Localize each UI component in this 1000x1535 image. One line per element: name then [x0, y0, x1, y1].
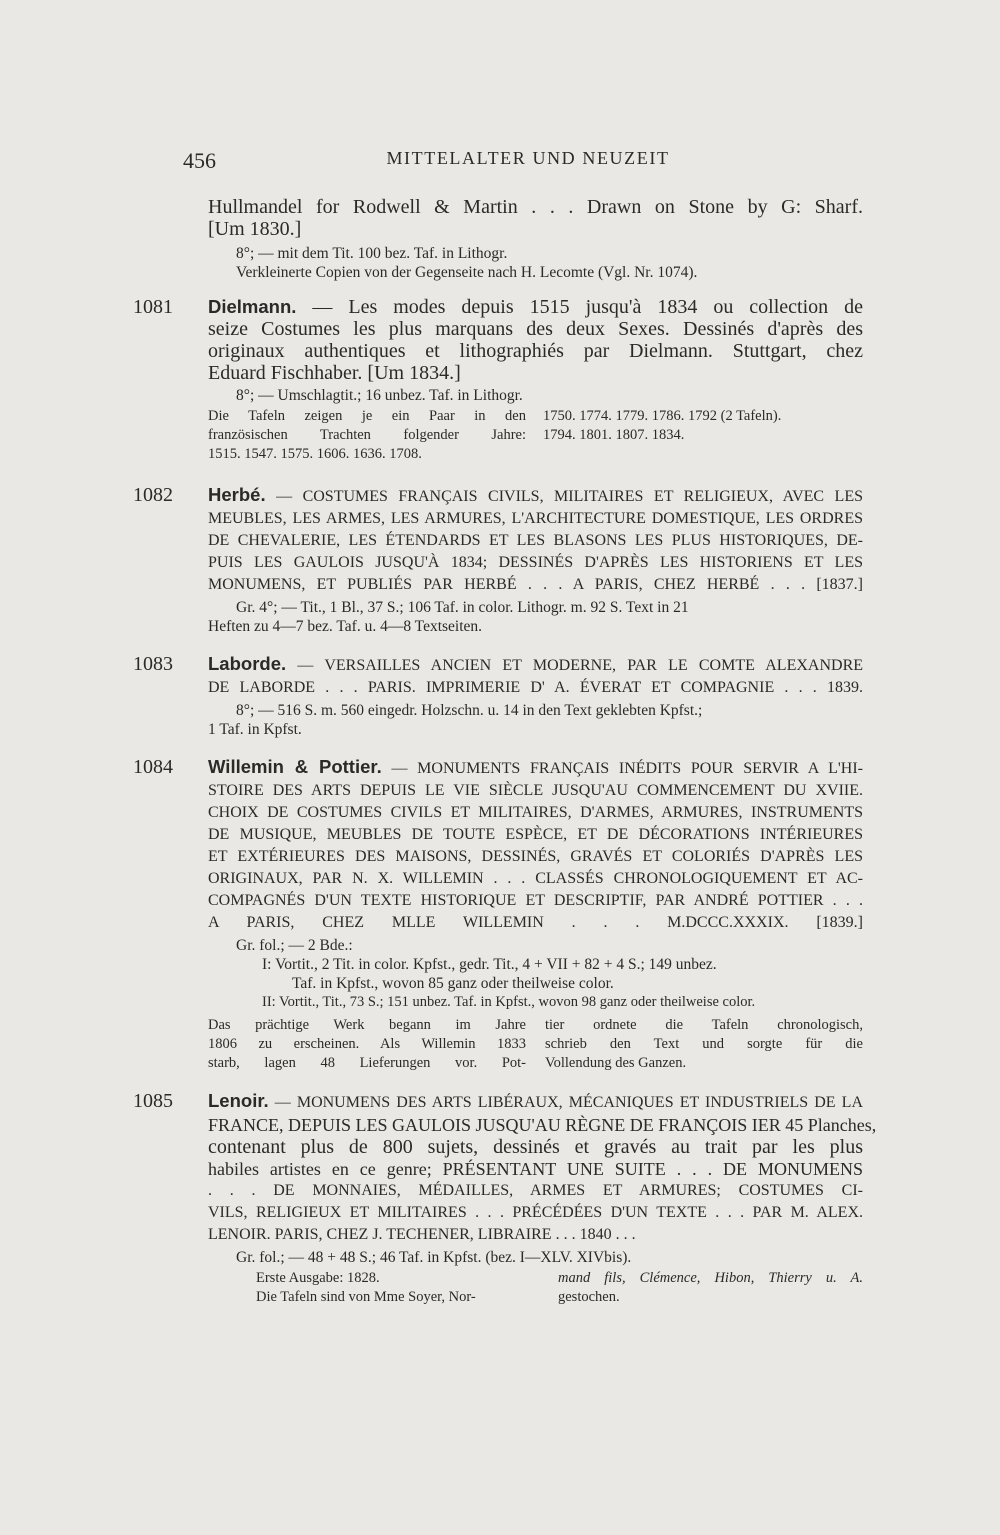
title-line: originaux authentiques et lithographiés par Dielmann. Stuttgart, chez: [208, 340, 863, 362]
title-line: [Um 1830.]: [208, 218, 302, 240]
entry-1083: [133, 653, 864, 739]
title-line: contenant plus de 800 sujets, dessinés et gravés au trait par les plus: [208, 1136, 863, 1158]
note-line: Die Tafeln zeigen je ein Paar in den: [208, 408, 526, 424]
entry-1081: [133, 296, 864, 464]
volume-list: [208, 955, 863, 1012]
title-line: DE LABORDE . . . PARIS. IMPRIMERIE D' A. ÉVERAT ET COMPAGNIE . . . 1839.: [208, 679, 863, 696]
physical-description: 8°; — mit dem Tit. 100 bez. Taf. in Lithogr.: [236, 245, 508, 262]
title-line: — VERSAILLES ANCIEN ET MODERNE, PAR LE COMTE ALEXANDRE: [297, 657, 864, 674]
title-line: MEUBLES, LES ARMES, LES ARMURES, L'ARCHITECTURE DOMESTIQUE, LES ORDRES: [208, 510, 863, 527]
note-left-column: [256, 1269, 546, 1307]
title-line: — MONUMENS DES ARTS LIBÉRAUX, MÉCANIQUES ET INDUSTRIELS DE LA: [274, 1094, 864, 1111]
entry-1084: [133, 756, 863, 1073]
physical-description: Heften zu 4—7 bez. Taf. u. 4—8 Textseiten.: [208, 618, 483, 635]
note-line: 1806 zu erscheinen. Als Willemin 1833: [208, 1036, 526, 1052]
physical-description: 8°; — 516 S. m. 560 eingedr. Holzschn. u. 14 in den Text geklebten Kpfst.;: [236, 702, 703, 719]
title-line: VILS, RELIGIEUX ET MILITAIRES . . . PRÉCÉDÉES D'UN TEXTE . . . PAR M. ALEX.: [208, 1204, 863, 1221]
title-line: Eduard Fischhaber. [Um 1834.]: [208, 362, 461, 384]
note-line: 1515. 1547. 1575. 1606. 1636. 1708.: [208, 446, 422, 462]
note-line: 1750. 1774. 1779. 1786. 1792 (2 Tafeln).: [543, 408, 782, 424]
title-line: ET EXTÉRIEURES DES MAISONS, DESSINÉS, GRAVÉS ET COLORIÉS D'APRÈS LES: [208, 848, 863, 865]
note-line: schrieb den Text und sorgte für die: [545, 1036, 863, 1052]
entry-author: Lenoir.: [208, 1090, 269, 1111]
entry-author: Willemin & Pottier.: [208, 756, 382, 777]
physical-description: 8°; — Umschlagtit.; 16 unbez. Taf. in Lithogr.: [236, 387, 523, 404]
title-line: — Les modes depuis 1515 jusqu'à 1834 ou collection de: [312, 296, 864, 318]
entry-note: [208, 407, 863, 464]
entry-number: 1085: [133, 1090, 173, 1112]
title-line: FRANCE, DEPUIS LES GAULOIS JUSQU'AU RÈGNE DE FRANÇOIS IER 45 Planches,: [208, 1115, 877, 1135]
note-line: Das prächtige Werk begann im Jahre: [208, 1017, 526, 1033]
entry-1085: [133, 1090, 877, 1307]
title-line: COMPAGNÉS D'UN TEXTE HISTORIQUE ET DESCRIPTIF, PAR ANDRÉ POTTIER . . .: [208, 892, 863, 909]
physical-description: Gr. fol.; — 48 + 48 S.; 46 Taf. in Kpfst. (bez. I—XLV. XIVbis).: [236, 1249, 632, 1266]
note-line: starb, lagen 48 Lieferungen vor. Pot-: [208, 1055, 526, 1071]
note-right-column: [558, 1269, 863, 1307]
title-line: DE CHEVALERIE, LES ÉTENDARDS ET LES BLASONS LES PLUS HISTORIQUES, DE-: [208, 532, 863, 549]
title-line: — MONUMENTS FRANÇAIS INÉDITS POUR SERVIR A L'HI-: [391, 760, 863, 777]
volume-2-line: II: Vortit., Tit., 73 S.; 151 unbez. Taf. in Kpfst., wovon 98 ganz oder theilweise color.: [262, 994, 756, 1010]
title-line: ORIGINAUX, PAR N. X. WILLEMIN . . . CLASSÉS CHRONOLOGIQUEMENT ET AC-: [208, 870, 863, 887]
title-line: habiles artistes en ce genre; PRÉSENTANT UNE SUITE . . . DE MONUMENS: [208, 1159, 863, 1179]
note-line: mand fils, Clémence, Hibon, Thierry u. A.: [558, 1270, 863, 1286]
note-line: französischen Trachten folgender Jahre:: [208, 427, 526, 443]
page-number: 456: [183, 148, 216, 173]
note-line: Vollendung des Ganzen.: [545, 1055, 687, 1071]
entry-number: 1084: [133, 756, 173, 778]
title-line: MONUMENS, ET PUBLIÉS PAR HERBÉ . . . A PARIS, CHEZ HERBÉ . . . [1837.]: [208, 576, 863, 593]
note-line: Erste Ausgabe: 1828.: [256, 1270, 380, 1286]
volume-1-line: Taf. in Kpfst., wovon 85 ganz oder theilweise color.: [292, 975, 614, 992]
page-header: [183, 148, 873, 174]
title-line: — COSTUMES FRANÇAIS CIVILS, MILITAIRES ET RELIGIEUX, AVEC LES: [276, 488, 864, 505]
title-line: Hullmandel for Rodwell & Martin . . . Drawn on Stone by G: Sharf.: [208, 196, 863, 218]
note-left-column: [208, 1016, 526, 1073]
note-right-column: [543, 407, 863, 464]
title-line: CHOIX DE COSTUMES CIVILS ET MILITAIRES, D'ARMES, ARMURES, INSTRUMENTS: [208, 804, 863, 821]
entry-note: Verkleinerte Copien von der Gegenseite nach H. Lecomte (Vgl. Nr. 1074).: [236, 264, 698, 281]
note-right-column: [545, 1016, 863, 1073]
entry-number: 1083: [133, 653, 173, 675]
title-line: . . . DE MONNAIES, MÉDAILLES, ARMES ET ARMURES; COSTUMES CI-: [208, 1182, 863, 1199]
physical-description: Gr. fol.; — 2 Bde.:: [236, 937, 353, 954]
title-line: PUIS LES GAULOIS JUSQU'À 1834; DESSINÉS D'APRÈS LES HISTORIENS ET LES: [208, 554, 863, 571]
entry-author: Dielmann.: [208, 296, 297, 317]
title-line: seize Costumes les plus marquans des deux Sexes. Dessinés d'après des: [208, 318, 863, 340]
note-line: 1794. 1801. 1807. 1834.: [543, 427, 685, 443]
note-line: gestochen.: [558, 1289, 620, 1305]
catalogue-body: [133, 196, 877, 1307]
title-line: DE MUSIQUE, MEUBLES DE TOUTE ESPÈCE, ET DE DÉCORATIONS INTÉRIEURES: [208, 826, 863, 843]
entry-author: Herbé.: [208, 484, 266, 505]
title-line: A PARIS, CHEZ MLLE WILLEMIN . . . M.DCCC.XXXIX. [1839.]: [208, 914, 863, 931]
title-line: LENOIR. PARIS, CHEZ J. TECHENER, LIBRAIRE . . . 1840 . . .: [208, 1226, 636, 1243]
entry-continuation: [208, 196, 863, 282]
entry-1082: [133, 484, 864, 636]
entry-number: 1081: [133, 296, 173, 318]
note-left-column: [208, 407, 526, 464]
running-head: MITTELALTER UND NEUZEIT: [386, 148, 670, 168]
entry-note: [208, 1269, 863, 1307]
volume-1-line: I: Vortit., 2 Tit. in color. Kpfst., gedr. Tit., 4 + VII + 82 + 4 S.; 149 unbez.: [262, 956, 717, 973]
note-line: tier ordnete die Tafeln chronologisch,: [545, 1017, 863, 1033]
title-line: STOIRE DES ARTS DEPUIS LE VIE SIÈCLE JUSQU'AU COMMENCEMENT DU XVIIE.: [208, 782, 863, 799]
entry-author: Laborde.: [208, 653, 287, 674]
entry-note: [208, 1016, 863, 1073]
physical-description: Gr. 4°; — Tit., 1 Bl., 37 S.; 106 Taf. in color. Lithogr. m. 92 S. Text in 21: [236, 599, 689, 616]
note-line: Die Tafeln sind von Mme Soyer, Nor-: [256, 1289, 476, 1305]
entry-number: 1082: [133, 484, 173, 506]
physical-description: 1 Taf. in Kpfst.: [208, 721, 302, 738]
